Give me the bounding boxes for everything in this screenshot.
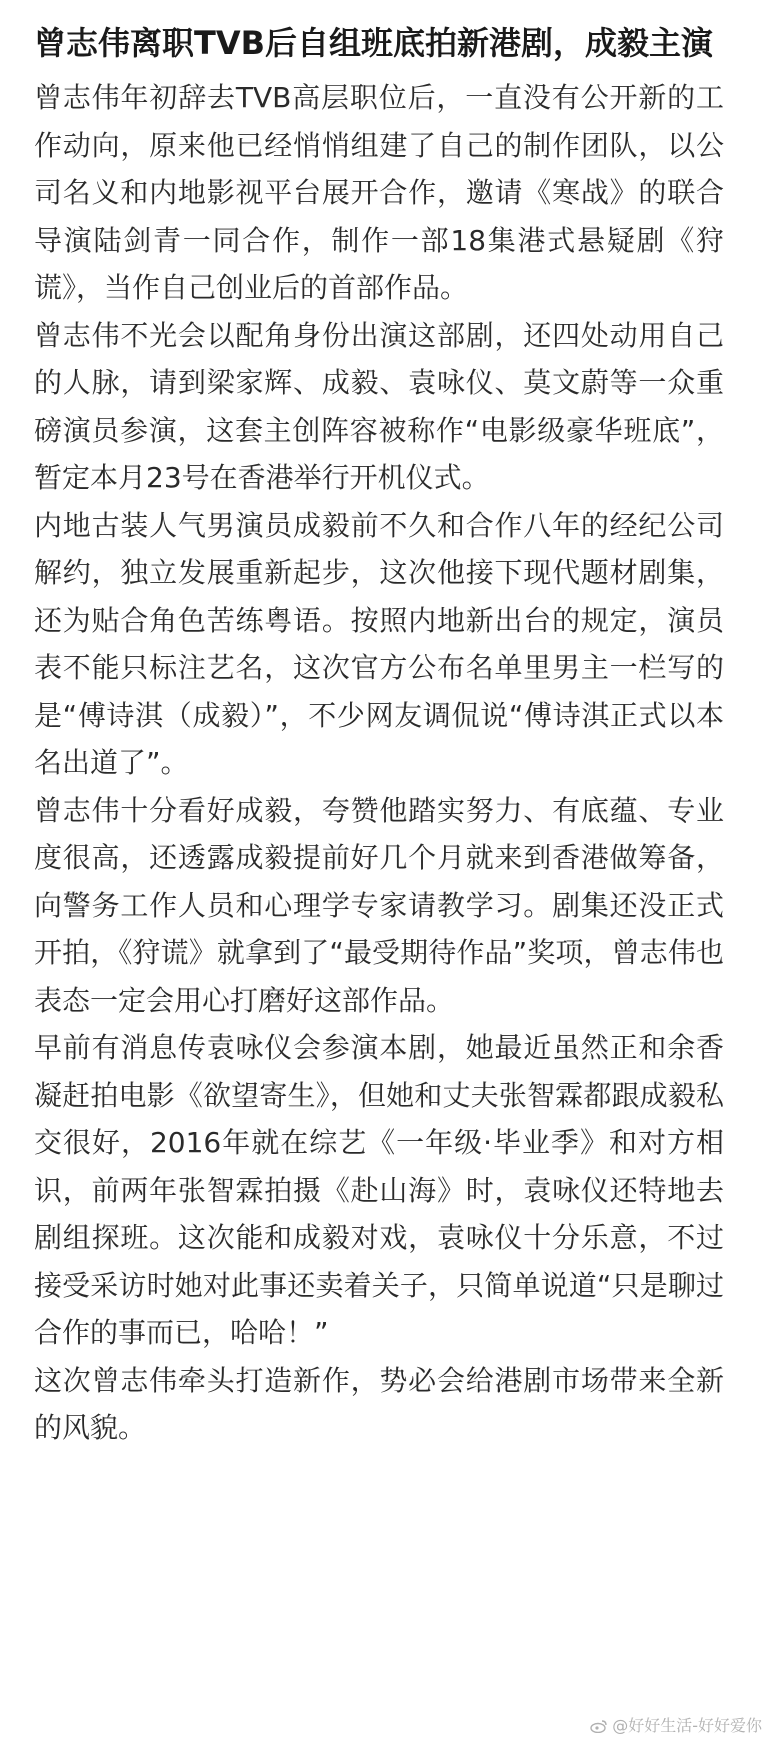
article-title: 曾志伟离职TVB后自组班底拍新港剧，成毅主演 <box>34 24 713 62</box>
article <box>34 18 724 1452</box>
watermark <box>590 1713 762 1736</box>
watermark-text: @好好生活-好好爱你 <box>612 1716 762 1735</box>
weibo-icon <box>590 1718 608 1732</box>
article-paragraph-2: 曾志伟不光会以配角身份出演这部剧，还四处动用自己的人脉，请到梁家辉、成毅、袁咏仪、莫文蔚等一众重磅演员参演，这套主创阵容被称作“电影级豪华班底”，暂定本月23号在香港举行开机仪式。 <box>34 318 724 494</box>
article-paragraph-5: 早前有消息传袁咏仪会参演本剧，她最近虽然正和余香凝赶拍电影《欲望寄生》，但她和丈夫张智霖都跟成毅私交很好，2016年就在综艺《一年级·毕业季》和对方相识，前两年张智霖拍摄《赴山海》时，袁咏仪还特地去剧组探班。这次能和成毅对戏，袁咏仪十分乐意，不过接受采访时她对此事还卖着关子，只简单说道“只是聊过合作的事而已，哈哈！” <box>34 1031 724 1349</box>
article-paragraph-3: 内地古装人气男演员成毅前不久和合作八年的经纪公司解约，独立发展重新起步，这次他接下现代题材剧集，还为贴合角色苦练粤语。按照内地新出台的规定，演员表不能只标注艺名，这次官方公布名单里男主一栏写的是“傅诗淇（成毅）”，不少网友调侃说“傅诗淇正式以本名出道了”。 <box>34 508 724 779</box>
article-paragraph-4: 曾志伟十分看好成毅，夸赞他踏实努力、有底蕴、专业度很高，还透露成毅提前好几个月就来到香港做筹备，向警务工作人员和心理学专家请教学习。剧集还没正式开拍，《狩谎》就拿到了“最受期待作品”奖项，曾志伟也表态一定会用心打磨好这部作品。 <box>34 793 724 1017</box>
article-paragraph-6: 这次曾志伟牵头打造新作，势必会给港剧市场带来全新的风貌。 <box>34 1363 724 1444</box>
article-paragraph-1: 曾志伟年初辞去TVB高层职位后，一直没有公开新的工作动向，原来他已经悄悄组建了自己的制作团队，以公司名义和内地影视平台展开合作，邀请《寒战》的联合导演陆剑青一同合作，制作一部18集港式悬疑剧《狩谎》，当作自己创业后的首部作品。 <box>34 81 724 304</box>
